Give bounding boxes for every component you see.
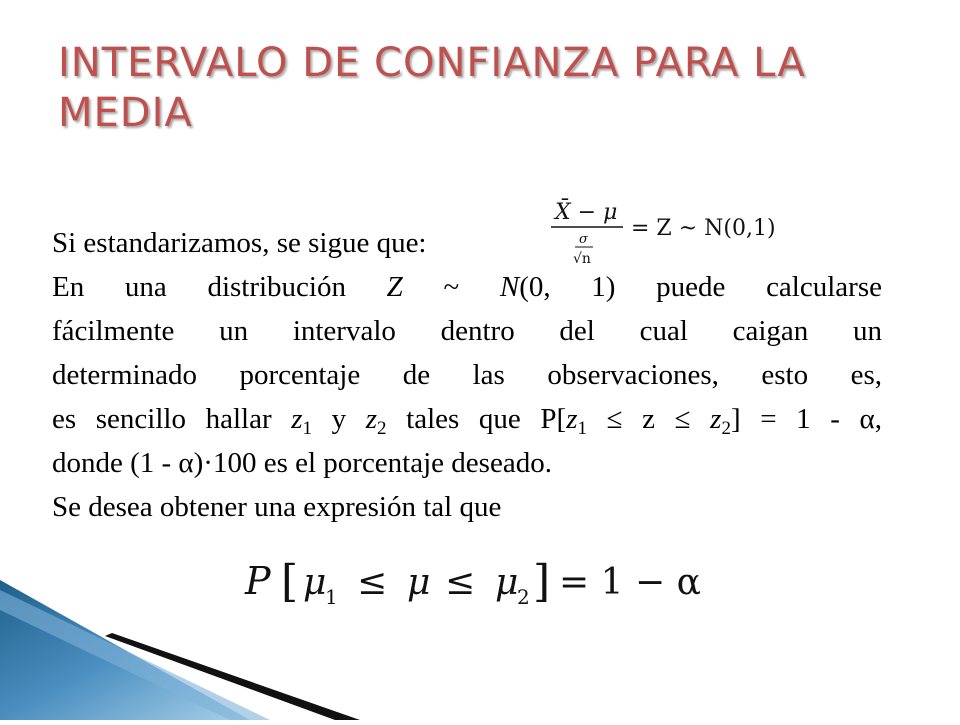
- subscript: 2: [377, 418, 387, 439]
- var-z1: z: [566, 403, 578, 435]
- text-run: (0, 1) puede calcularse: [519, 271, 882, 303]
- formula-mu: μ: [407, 562, 431, 603]
- formula-bracket-close: ]: [533, 556, 551, 607]
- paragraph-line-3: determinado porcentaje de las observaciones, esto es,: [52, 359, 882, 391]
- intro-text: Si estandarizamos, se sigue que:: [52, 227, 427, 259]
- closing-line: Se desea obtener una expresión tal que: [52, 491, 502, 523]
- formula-rhs: = Z ~ N(0,1): [631, 216, 776, 241]
- text-run: ] = 1 - α,: [730, 403, 882, 435]
- var-z2: z: [710, 403, 722, 435]
- formula-root-n: √n: [573, 251, 591, 267]
- formula-sigma: σ: [579, 232, 588, 247]
- text-run: es sencillo hallar: [52, 403, 292, 435]
- paragraph-line-5: donde (1 - α)·100 es el porcentaje deseado.: [52, 447, 552, 479]
- text-run: tales que P[: [386, 403, 567, 435]
- formula-le: ≤: [445, 562, 476, 603]
- var-z1: z: [291, 403, 303, 435]
- text-run: ≤ z ≤: [586, 403, 711, 435]
- subscript: 2: [721, 418, 731, 439]
- formula-p: P: [245, 559, 271, 603]
- paragraph-line-2: fácilmente un intervalo dentro del cual caigan un: [52, 315, 882, 347]
- formula-numerator: X̄ − μ: [555, 200, 618, 225]
- text-run: En una distribución: [52, 271, 387, 303]
- subscript: 1: [302, 418, 313, 439]
- subscript: 1: [577, 418, 587, 439]
- var-z2: z: [365, 403, 378, 435]
- var-n: N: [499, 271, 520, 303]
- var-z: Z: [386, 271, 403, 303]
- formula-mu2: μ: [495, 562, 519, 603]
- paragraph-line-4: [52, 398, 882, 440]
- formula-bracket-open: [: [281, 556, 299, 607]
- corner-decoration: [0, 560, 380, 725]
- paragraph-line-1: [52, 266, 882, 308]
- standardization-formula: [545, 195, 815, 273]
- formula-le: ≤: [357, 562, 388, 603]
- formula-sub1: 1: [325, 585, 338, 609]
- formula-mu1: μ: [303, 562, 327, 603]
- text-run: ~: [402, 271, 500, 303]
- text-run: y: [312, 403, 366, 435]
- formula-rhs: = 1 − α: [559, 562, 701, 603]
- formula-sub2: 2: [517, 585, 530, 609]
- slide-title: INTERVALO DE CONFIANZA PARA LA MEDIA: [58, 40, 806, 136]
